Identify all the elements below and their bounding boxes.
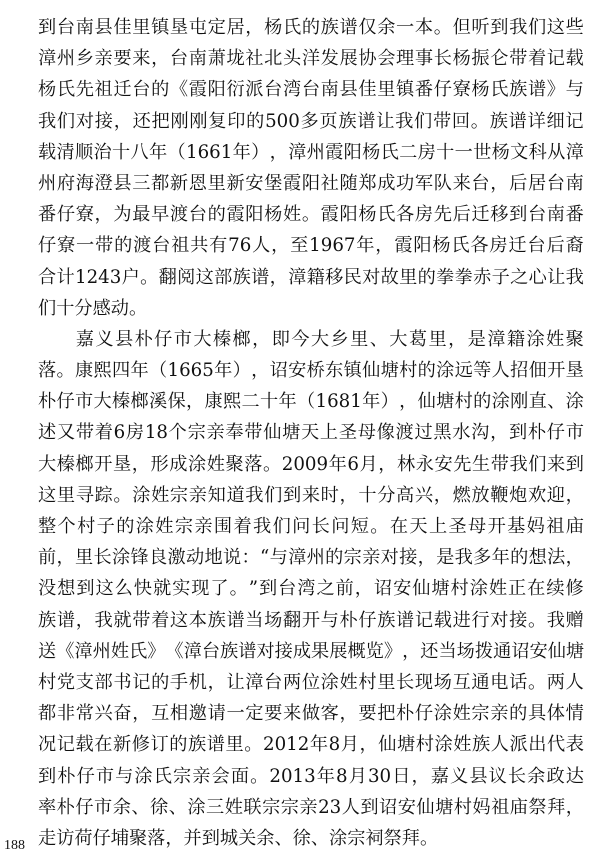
text-line: 整 个 村 子 的 涂 姓 宗 亲 围 着 我 们 问 长 问 短 。 在 天 上 圣 母 开 基 妈 祖 庙: [38, 516, 584, 537]
text-line: 到 朴 仔 市 与 涂 氏 宗 亲 会 面 。 2013 年 8 月 30 日 ， 嘉 义 县 议 长 余 政 达: [38, 765, 584, 787]
text-line: 载 清 顺 治 十 八 年 （ 1661 年 ） ， 漳 州 霞 阳 杨 氏 二 房 十 一 世 杨 文 科 从 漳: [38, 141, 584, 163]
text-line: 州 府 海 澄 县 三 都 新 恩 里 新 安 堡 霞 阳 社 随 郑 成 功 军 队 来 台 ， 后 居 台 南: [38, 172, 584, 194]
text-line: 合 计 1243 户 。 翻 阅 这 部 族 谱 ， 漳 籍 移 民 对 故 里 的 拳 拳 赤 子 之 心 让 我: [38, 266, 584, 288]
text-line: 族 谱 ， 我 就 带 着 这 本 族 谱 当 场 翻 开 与 朴 仔 族 谱 记 载 进 行 对 接 。 我 赠: [38, 609, 584, 631]
body-text: [38, 12, 584, 854]
text-line: 番 仔 寮 ， 为 最 早 渡 台 的 霞 阳 杨 姓 。 霞 阳 杨 氏 各 房 先 后 迁 移 到 台 南 番: [38, 204, 584, 226]
text-line: 我 们 对 接 ， 还 把 刚 刚 复 印 的 500 多 页 族 谱 让 我 们 带 回 。 族 谱 详 细 记: [38, 110, 584, 132]
text-line: 漳 州 乡 亲 要 来 ， 台 南 萧 垅 社 北 头 洋 发 展 协 会 理 事 长 杨 振 仑 带 着 记 载: [38, 48, 584, 70]
text-line: 都 非 常 兴 奋 ， 互 相 邀 请 一 定 要 来 做 客 ， 要 把 朴 仔 涂 姓 宗 亲 的 具 体 情: [38, 703, 584, 725]
text-line: 落 。 康 熙 四 年 （ 1665 年 ） ， 诏 安 桥 东 镇 仙 塘 村 的 涂 远 等 人 招 佃 开 垦: [38, 360, 584, 382]
paragraph-1: [38, 12, 584, 324]
paragraph-2: [38, 324, 584, 854]
text-line: 述 又 带 着 6 房 18 个 宗 亲 奉 带 仙 塘 天 上 圣 母 像 渡 过 黑 水 沟 ， 到 朴 仔 市: [38, 422, 584, 444]
text-line: 送 《 漳 州 姓 氏 》 《 漳 台 族 谱 对 接 成 果 展 概 览 》 ， 还 当 场 拨 通 诏 安 仙 塘: [38, 640, 585, 662]
text-line: 杨 氏 先 祖 迁 台 的 《 霞 阳 衍 派 台 湾 台 南 县 佳 里 镇 番 仔 寮 杨 氏 族 谱 》 与: [38, 79, 584, 101]
text-line: 走访荷仔埔聚落，并到城关余、徐、涂宗祠祭拜。: [38, 827, 439, 849]
text-line: 这 里 寻 踪 。 涂 姓 宗 亲 知 道 我 们 到 来 时 ， 十 分 高 兴 ， 燃 放 鞭 炮 欢 迎 ，: [38, 484, 584, 506]
text-line: 村 党 支 部 书 记 的 手 机 ， 让 漳 台 两 位 涂 姓 村 里 长 现 场 互 通 电 话 。 两 人: [38, 671, 584, 693]
text-line: 嘉 义 县 朴 仔 市 大 榛 榔 ， 即 今 大 乡 里 、 大 葛 里 ， 是 漳 籍 涂 姓 聚: [75, 328, 584, 350]
text-line: 没 想 到 这 么 快 就 实 现 了 。 ” 到 台 湾 之 前 ， 诏 安 仙 塘 村 涂 姓 正 在 续 修: [38, 578, 584, 600]
page-number: 188: [4, 838, 25, 853]
text-line: 大 榛 榔 开 垦 ， 形 成 涂 姓 聚 落 。 2009 年 6 月 ， 林 永 安 先 生 带 我 们 来 到: [38, 453, 584, 475]
text-line: 们十分感动。: [38, 297, 148, 319]
text-line: 率 朴 仔 市 余 、 徐 、 涂 三 姓 联 宗 宗 亲 23 人 到 诏 安 仙 塘 村 妈 祖 庙 祭 拜 ，: [38, 796, 584, 818]
text-line: 到 台 南 县 佳 里 镇 垦 屯 定 居 ， 杨 氏 的 族 谱 仅 余 一 本 。 但 听 到 我 们 这 些: [38, 17, 584, 38]
text-line: 朴 仔 市 大 榛 榔 溪 保 ， 康 熙 二 十 年 （ 1681 年 ） ， 仙 塘 村 的 涂 刚 直 、 涂: [38, 391, 584, 413]
text-line: 况 记 载 在 新 修 订 的 族 谱 里 。 2012 年 8 月 ， 仙 塘 村 涂 姓 族 人 派 出 代 表: [38, 734, 584, 756]
text-line: 仔 寮 一 带 的 渡 台 祖 共 有 76 人 ， 至 1967 年 ， 霞 阳 杨 氏 各 房 迁 台 后 裔: [38, 235, 584, 257]
text-line: 前 ， 里 长 涂 锋 良 激 动 地 说 ： “ 与 漳 州 的 宗 亲 对 接 ， 是 我 多 年 的 想 法 ，: [38, 547, 584, 569]
